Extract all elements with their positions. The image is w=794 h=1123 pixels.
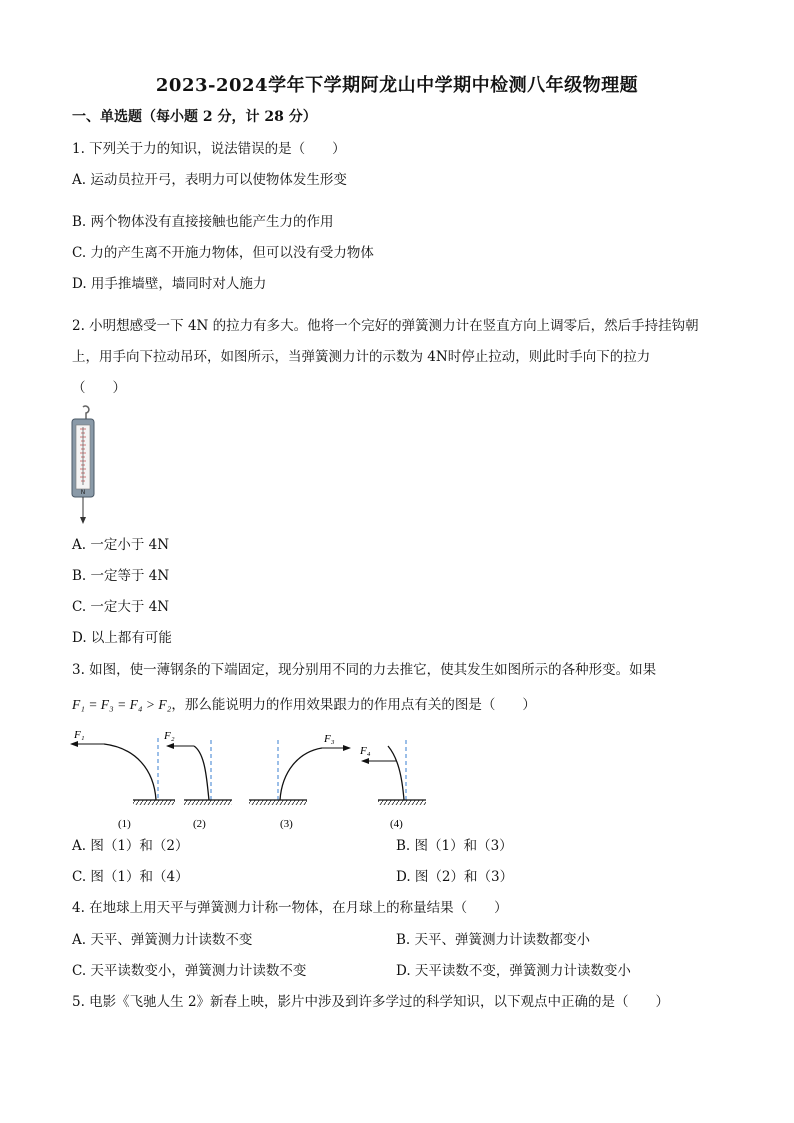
q1-stem: 1. 下列关于力的知识，说法错误的是（ ） (72, 141, 346, 157)
q3-option-d: D. 图（2）和（3） (396, 869, 514, 885)
figure-2-force: F₂ (164, 730, 175, 742)
q4-option-d: D. 天平读数不变，弹簧测力计读数变小 (396, 963, 631, 979)
q2-stem-line2: 上，用手向下拉动吊环，如图所示，当弹簧测力计的示数为 4N时停止拉动，则此时手向下的拉力 (72, 349, 651, 365)
q2-stem-line3: （ ） (72, 380, 126, 396)
q2-option-d: D. 以上都有可能 (72, 630, 172, 646)
q2-option-c: C. 一定大于 4N (72, 599, 170, 615)
q3-stem-line2 (72, 696, 536, 714)
q4-option-c: C. 天平读数变小，弹簧测力计读数不变 (72, 963, 307, 979)
q5-stem: 5. 电影《飞驰人生 2》新春上映，影片中涉及到许多学过的科学知识，以下观点中正确的是（ ） (72, 994, 670, 1010)
figure-1-force: F₁ (74, 729, 85, 741)
figure-2 (163, 730, 232, 830)
figure-1 (71, 729, 175, 830)
spring-scale-figure (66, 403, 106, 527)
q2-stem-line1: 2. 小明想感受一下 4N 的拉力有多大。他将一个完好的弹簧测力计在竖直方向上调零后，然后手持挂钩朝 (72, 318, 699, 334)
q1-option-b: B. 两个物体没有直接接触也能产生力的作用 (72, 214, 334, 230)
q2-option-a: A. 一定小于 4N (72, 537, 170, 553)
figure-1-caption: (1) (118, 818, 131, 830)
q1-option-d: D. 用手推墙壁，墙同时对人施力 (72, 276, 267, 292)
scale-unit: N (80, 489, 86, 496)
q3-stem-line1: 3. 如图，使一薄钢条的下端固定，现分别用不同的力去推它，使其发生如图所示的各种形变。如果 (72, 662, 657, 678)
figure-4 (359, 740, 426, 830)
figure-4-force: F₄ (360, 745, 371, 757)
q3-formula: F₁ = F₃ = F₄ > F₂ (72, 697, 172, 712)
q4-option-a: A. 天平、弹簧测力计读数不变 (72, 932, 253, 948)
q4-option-b: B. 天平、弹簧测力计读数都变小 (396, 932, 591, 948)
figure-3-force: F₃ (324, 733, 335, 745)
figure-4-caption: (4) (390, 818, 403, 830)
section-heading: 一、单选题（每小题 2 分，计 28 分） (72, 109, 317, 125)
figure-2-caption: (2) (193, 818, 206, 830)
q2-option-b: B. 一定等于 4N (72, 568, 170, 584)
figure-3 (249, 733, 350, 830)
q3-option-c: C. 图（1）和（4） (72, 869, 189, 885)
q1-option-c: C. 力的产生离不开施力物体，但可以没有受力物体 (72, 245, 374, 261)
top-hook (83, 406, 89, 419)
exam-title: 2023-2024学年下学期阿龙山中学期中检测八年级物理题 (155, 75, 639, 96)
q3-option-a: A. 图（1）和（2） (72, 838, 189, 854)
down-arrow-icon (80, 517, 86, 524)
q3-option-b: B. 图（1）和（3） (396, 838, 513, 854)
q4-stem: 4. 在地球上用天平与弹簧测力计称一物体，在月球上的称量结果（ ） (72, 900, 508, 916)
q1-option-a: A. 运动员拉开弓，表明力可以使物体发生形变 (72, 172, 347, 188)
figure-3-caption: (3) (280, 818, 293, 830)
steel-strip-figures (66, 724, 446, 836)
q3-stem-rest: ，那么能说明力的作用效果跟力的作用点有关的图是（ ） (171, 697, 536, 713)
